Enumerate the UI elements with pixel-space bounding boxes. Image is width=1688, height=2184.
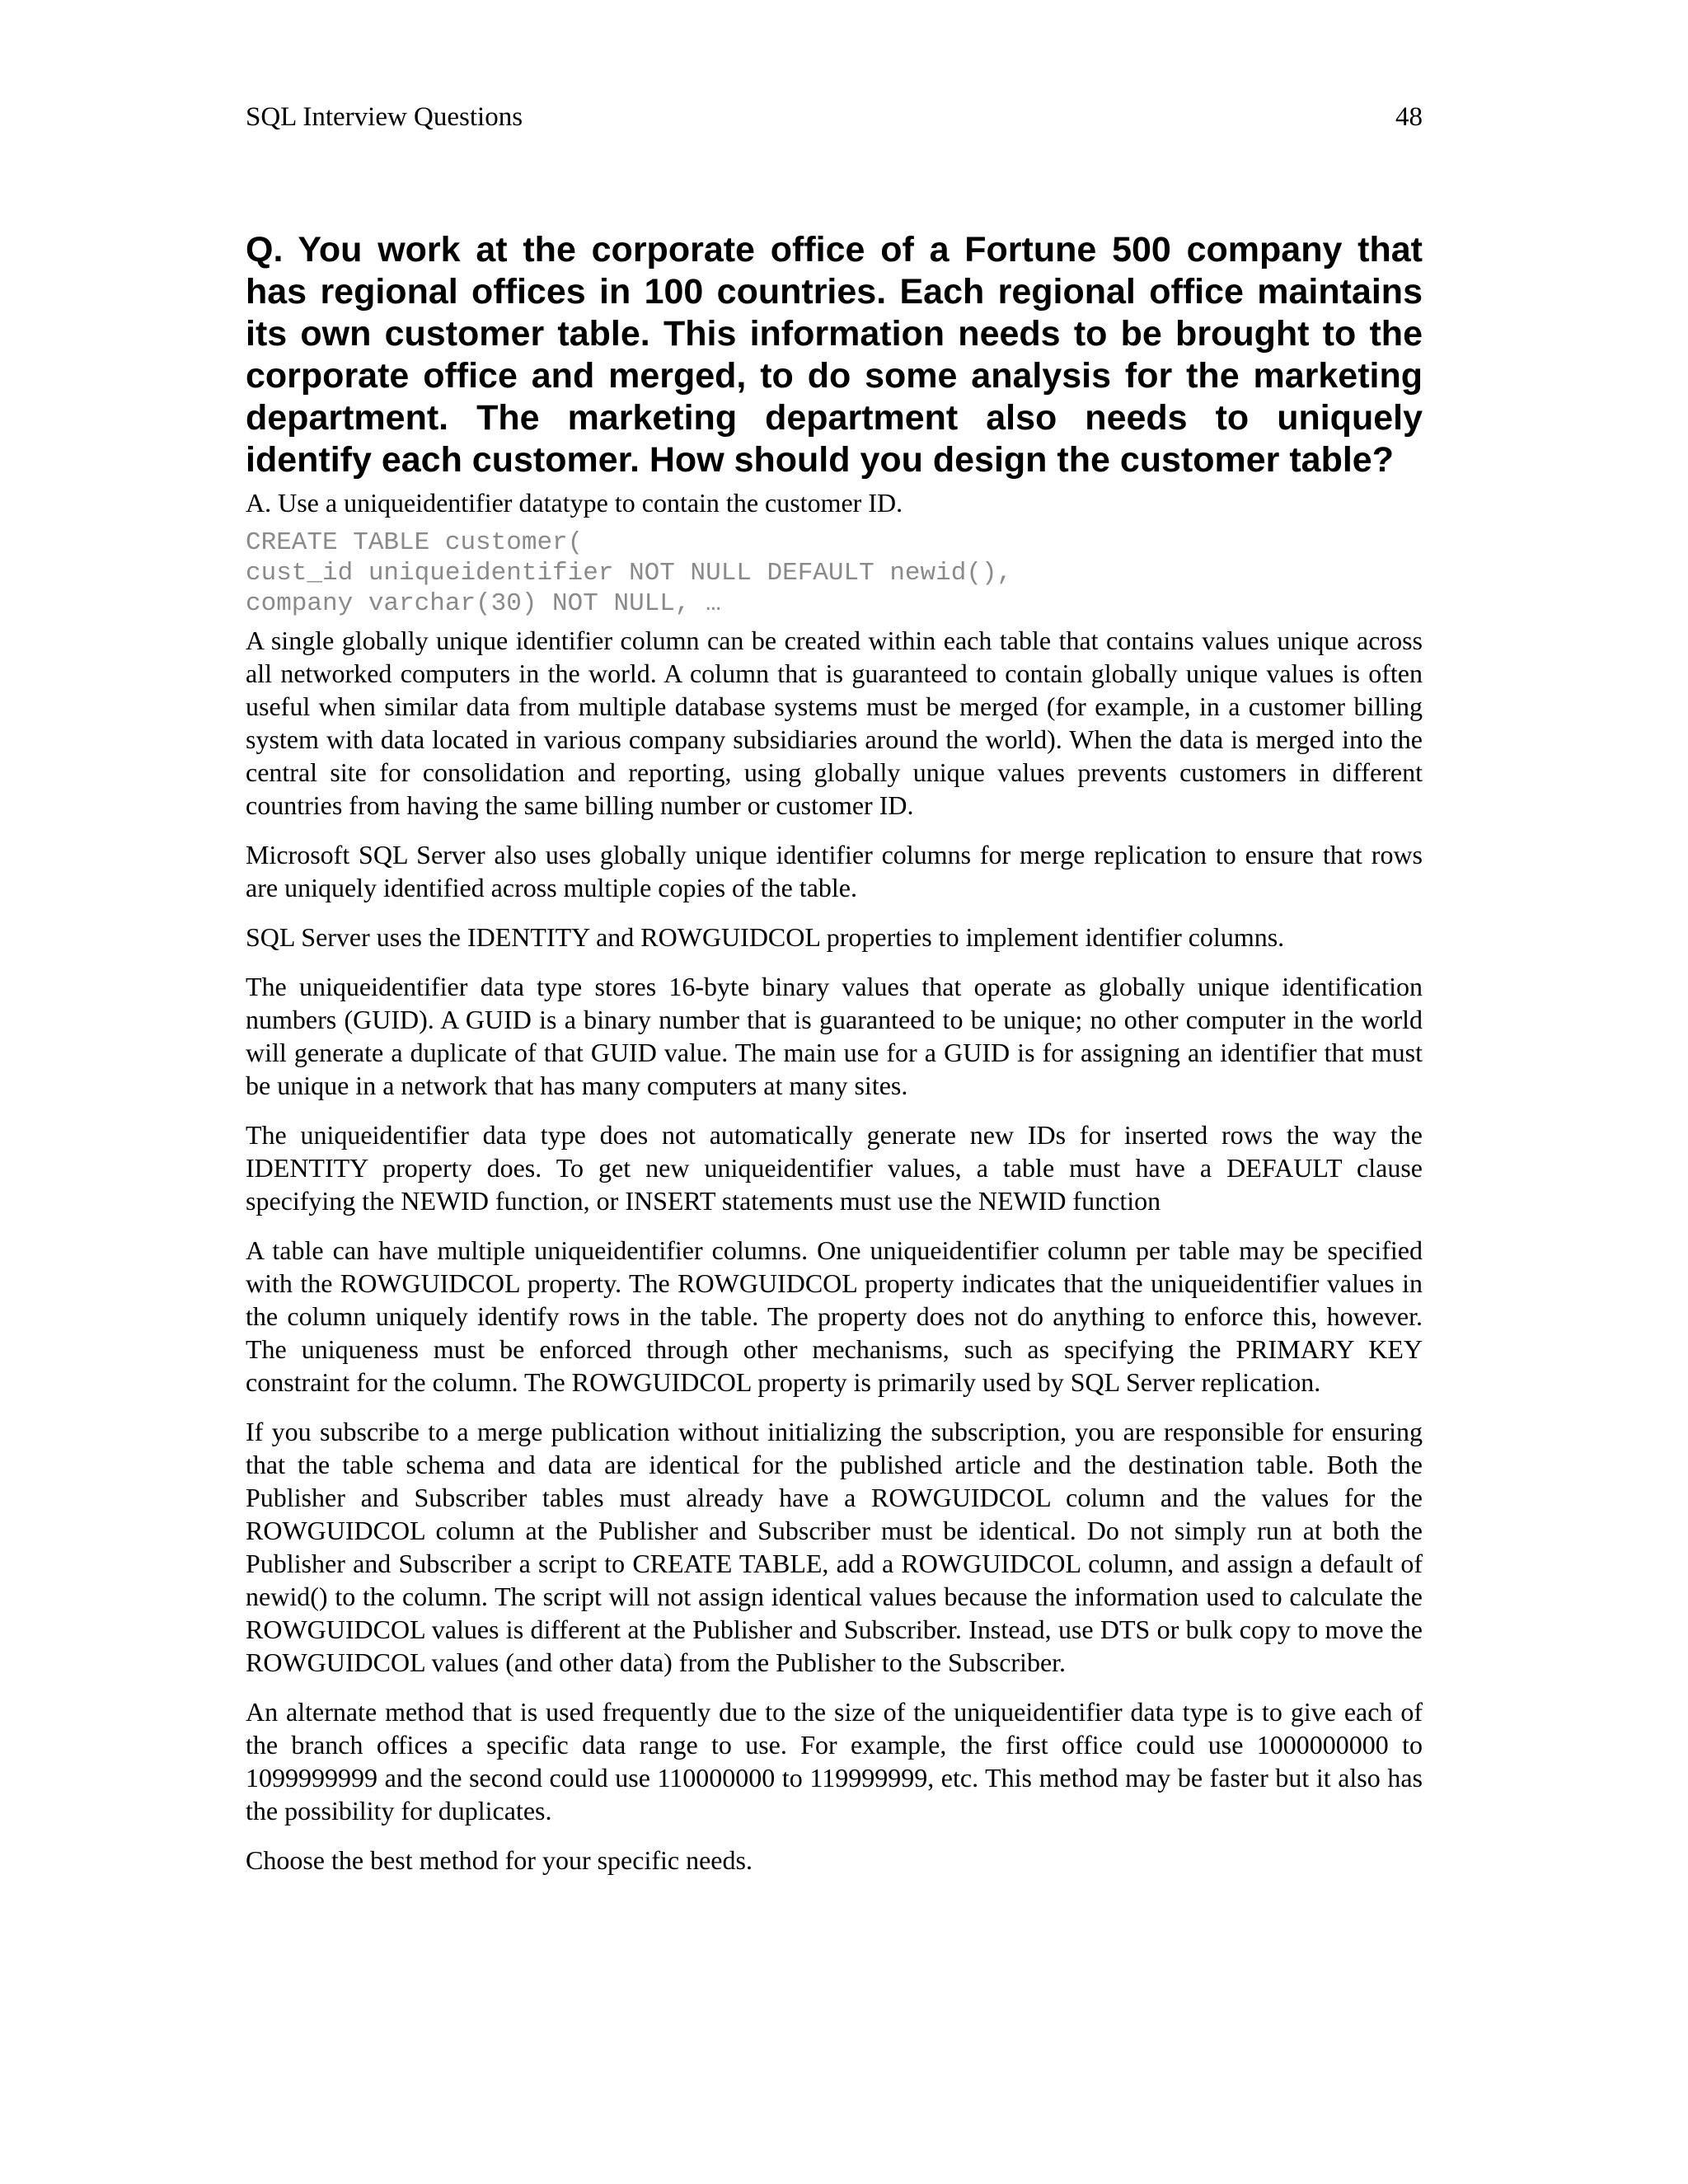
paragraph-merge-publication: If you subscribe to a merge publication without initializing the subscription, you are responsible for ensuring that the table schema and data are identical for the published article and the destination table. Both the Publisher and Subscriber tables must already have a ROWGUIDCOL column and the values for the ROWGUIDCOL column at the Publisher and Subscriber must be identical. Do not simply run at both the Publisher and Subscriber a script to CREATE TABLE, add a ROWGUIDCOL column, and assign a default of newid() to the column. The script will not assign identical values because the information used to calculate the ROWGUIDCOL values is different at the Publisher and Subscriber. Instead, use DTS or bulk copy to move the ROWGUIDCOL values (and other data) from the Publisher to the Subscriber.	[246, 1417, 1423, 1677]
running-header	[246, 97, 1423, 137]
question-heading: Q. You work at the corporate office of a Fortune 500 company that has regional offices in 100 countries. Each regional office maintains its own customer table. This information needs to be brought to the corporate office and merged, to do some analysis for the marketing department. The marketing department also needs to uniquely identify each customer. How should you design the customer table?	[246, 230, 1423, 480]
paragraph-merge-replication: Microsoft SQL Server also uses globally unique identifier columns for merge replication to ensure that rows are uniquely identified across multiple copies of the table.	[246, 840, 1423, 902]
paragraph-alternate-method: An alternate method that is used frequently due to the size of the uniqueidentifier data type is to give each of the branch offices a specific data range to use. For example, the first office could use 1000000000 to 1099999999 and the second could use 110000000 to 119999999, etc. This method may be faster but it also has the possibility for duplicates.	[246, 1697, 1423, 1825]
code-line: cust_id uniqueidentifier NOT NULL DEFAULT newid(),	[246, 559, 1013, 588]
answer-line: A. Use a uniqueidentifier datatype to contain the customer ID.	[246, 488, 903, 518]
paragraph-newid-default: The uniqueidentifier data type does not automatically generate new IDs for inserted rows the way the IDENTITY property does. To get new uniqueidentifier values, a table must have a DEFAULT clause specifying the NEWID function, or INSERT statements must use the NEWID function	[246, 1120, 1423, 1216]
page-number: 48	[1395, 102, 1423, 132]
paragraph-conclusion: Choose the best method for your specific needs.	[246, 1845, 753, 1875]
code-line: company varchar(30) NOT NULL, …	[246, 589, 721, 618]
paragraph-uniqueidentifier-type: The uniqueidentifier data type stores 16-byte binary values that operate as globally unique identification numbers (GUID). A GUID is a binary number that is guaranteed to be unique; no other computer in the world will generate a duplicate of that GUID value. The main use for a GUID is for assigning an identifier that must be unique in a network that has many computers at many sites.	[246, 972, 1423, 1100]
page-content	[246, 229, 1423, 1893]
paragraph-guid-intro: A single globally unique identifier column can be created within each table that contains values unique across all networked computers in the world. A column that is guaranteed to contain globally unique values is often useful when similar data from multiple database systems must be merged (for example, in a customer billing system with data located in various company subsidiaries around the world). When the data is merged into the central site for consolidation and reporting, using globally unique values prevents customers in different countries from having the same billing number or customer ID.	[246, 626, 1423, 820]
paragraph-identity-rowguidcol: SQL Server uses the IDENTITY and ROWGUIDCOL properties to implement identifier columns.	[246, 922, 1285, 952]
paragraph-multiple-columns: A table can have multiple uniqueidentifier columns. One uniqueidentifier column per table may be specified with the ROWGUIDCOL property. The ROWGUIDCOL property indicates that the uniqueidentifier values in the column uniquely identify rows in the table. The property does not do anything to enforce this, however. The uniqueness must be enforced through other mechanisms, such as specifying the PRIMARY KEY constraint for the column. The ROWGUIDCOL property is primarily used by SQL Server replication.	[246, 1235, 1423, 1397]
code-line: CREATE TABLE customer(	[246, 528, 584, 557]
header-title: SQL Interview Questions	[246, 102, 523, 132]
code-block	[246, 527, 1423, 619]
